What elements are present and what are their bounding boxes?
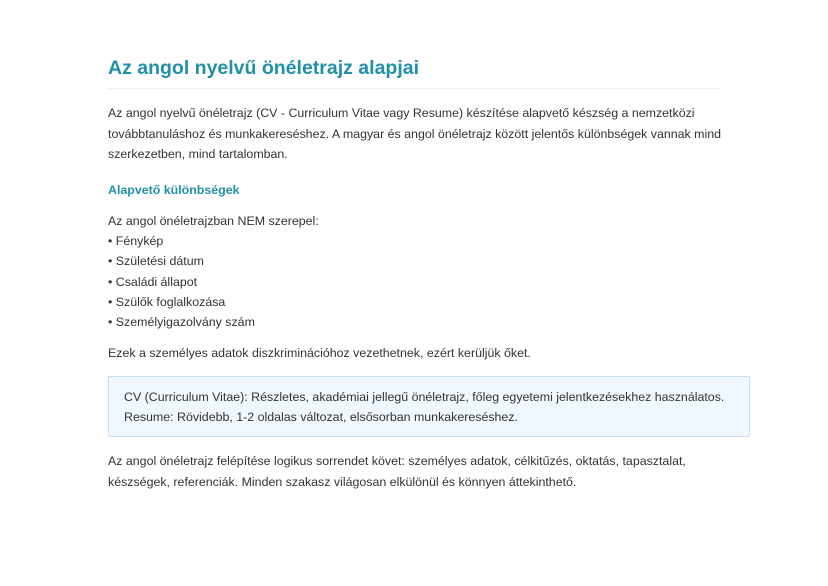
list-item: • Szülők foglalkozása bbox=[108, 292, 319, 312]
list-item: • Családi állapot bbox=[108, 272, 319, 292]
closing-paragraph: Az angol önéletrajz felépítése logikus sorrendet követ: személyes adatok, célkitűzés, oktatás, tapasztalat, készségek, referenciák. Minden szakasz világosan elkülönül és könnyen áttekinthető. bbox=[108, 454, 686, 489]
note-paragraph: Ezek a személyes adatok diszkriminációhoz vezethetnek, ezért kerüljük őket. bbox=[108, 346, 531, 360]
section-heading: Alapvető különbségek bbox=[108, 183, 240, 197]
excluded-items-block bbox=[108, 211, 319, 332]
list-item: • Születési dátum bbox=[108, 251, 319, 271]
page-title: Az angol nyelvű önéletrajz alapjai bbox=[108, 57, 420, 79]
list-intro: Az angol önéletrajzban NEM szerepel: bbox=[108, 214, 319, 228]
title-divider bbox=[108, 88, 720, 89]
excluded-items-list bbox=[108, 231, 319, 332]
list-item: • Személyigazolvány szám bbox=[108, 312, 319, 332]
resume-definition: Resume: Rövidebb, 1-2 oldalas változat, elsősorban munkakereséshez. bbox=[124, 410, 518, 424]
intro-paragraph: Az angol nyelvű önéletrajz (CV - Curriculum Vitae vagy Resume) készítése alapvető készség a nemzetközi továbbtanuláshoz és munkakereséshez. A magyar és angol önéletrajz között jelentős különbségek vannak mind szerkezetben, mind tartalomban. bbox=[108, 106, 722, 161]
cv-definition: CV (Curriculum Vitae): Részletes, akadémiai jellegű önéletrajz, főleg egyetemi jelentkezésekhez használatos. bbox=[124, 390, 725, 404]
info-box bbox=[108, 376, 750, 437]
list-item: • Fénykép bbox=[108, 231, 319, 251]
